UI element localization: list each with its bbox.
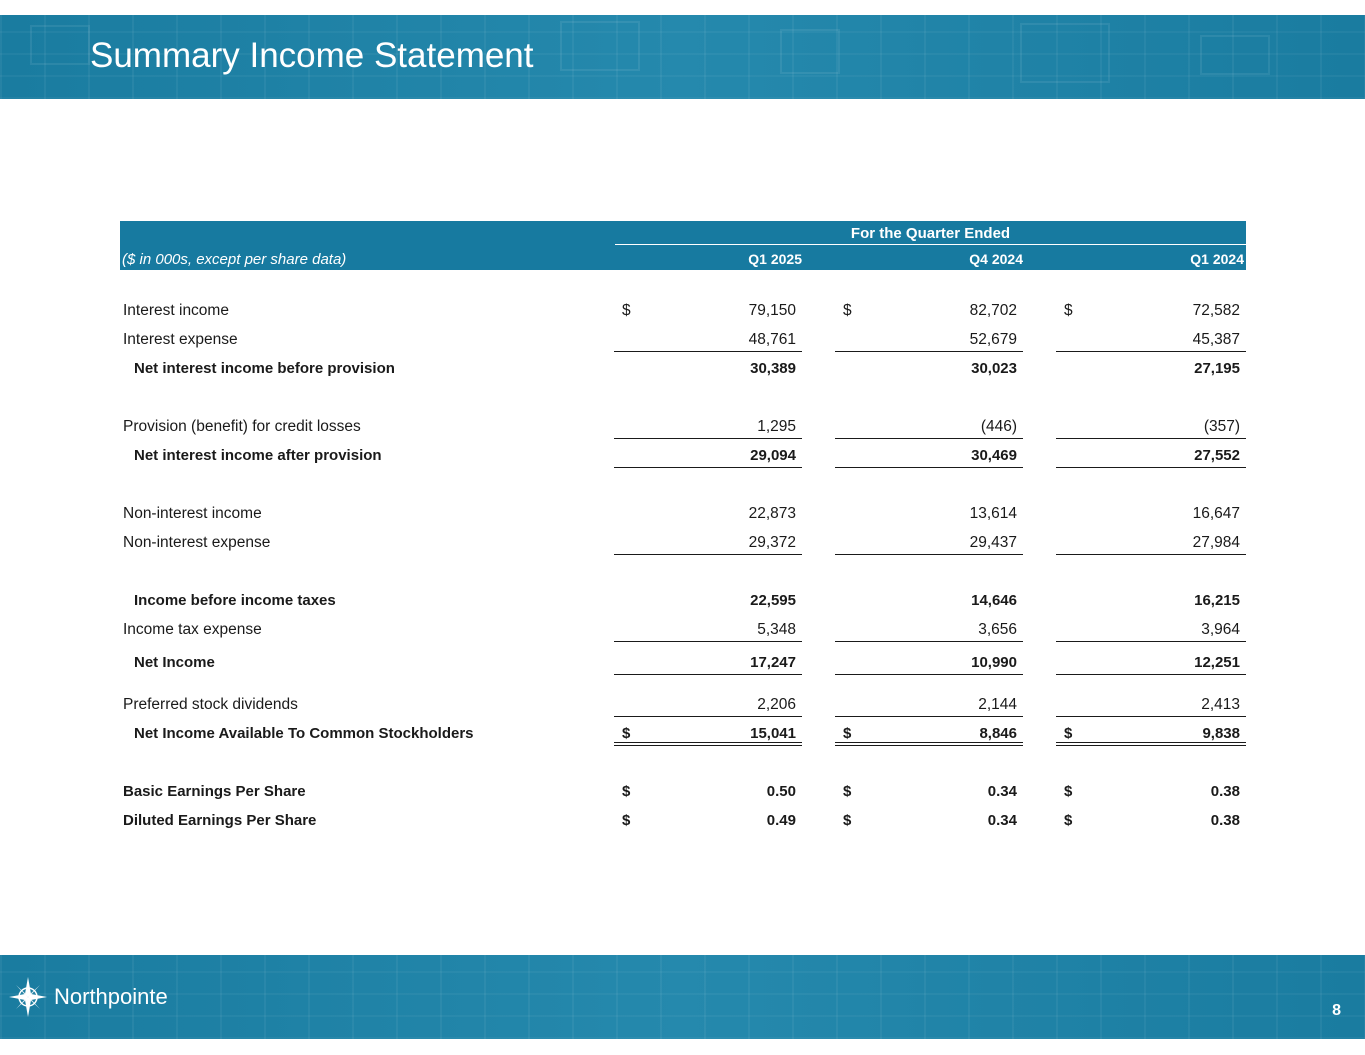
row-label: Net Income [134, 654, 215, 671]
table-row [120, 618, 1246, 642]
column-header-q1-2025: Q1 2025 [748, 251, 802, 267]
row-label: Provision (benefit) for credit losses [123, 418, 361, 435]
row-label: Net Income Available To Common Stockholders [134, 725, 474, 742]
cell-value: 52,679 [969, 331, 1017, 348]
table-row [120, 693, 1246, 717]
table-row [120, 299, 1246, 323]
cell-value: 14,646 [971, 592, 1017, 609]
cell-value: 2,144 [978, 696, 1017, 713]
cell-value: 0.50 [766, 783, 796, 800]
cell-value: 0.38 [1210, 783, 1240, 800]
cell-value: 27,195 [1194, 360, 1240, 377]
cell-value: 10,990 [971, 654, 1017, 671]
table-row [120, 415, 1246, 439]
currency-symbol: $ [1064, 725, 1073, 742]
cell-value: 30,469 [971, 447, 1017, 464]
cell-value: 0.49 [766, 812, 796, 829]
brand-name: Northpointe [54, 984, 168, 1009]
cell-value: 29,094 [750, 447, 796, 464]
brand-logo [8, 975, 168, 1019]
cell-value: (446) [980, 418, 1017, 435]
cell-value: 12,251 [1194, 654, 1240, 671]
cell-value: 0.34 [987, 783, 1017, 800]
table-row [120, 722, 1246, 746]
cell-value: 1,295 [757, 418, 796, 435]
cell-value: 2,206 [757, 696, 796, 713]
table-row [120, 780, 1246, 804]
table-row [120, 357, 1246, 381]
row-label: Interest expense [123, 331, 238, 348]
cell-value: 82,702 [969, 302, 1017, 319]
table-row [120, 531, 1246, 555]
table-row [120, 444, 1246, 468]
currency-symbol: $ [843, 812, 852, 829]
currency-symbol: $ [1064, 812, 1073, 829]
cell-value: 0.38 [1210, 812, 1240, 829]
cell-value: 16,647 [1192, 505, 1240, 522]
table-row [120, 328, 1246, 352]
column-group-header: For the Quarter Ended [615, 225, 1246, 245]
currency-symbol: $ [843, 725, 852, 742]
cell-value: 0.34 [987, 812, 1017, 829]
cell-value: 22,873 [748, 505, 796, 522]
row-label: Income tax expense [123, 621, 262, 638]
cell-value: 13,614 [969, 505, 1017, 522]
row-label: Net interest income after provision [134, 447, 382, 464]
compass-star-icon [8, 975, 48, 1019]
cell-value: 3,964 [1201, 621, 1240, 638]
cell-value: 48,761 [748, 331, 796, 348]
currency-symbol: $ [843, 302, 852, 319]
currency-symbol: $ [622, 302, 631, 319]
cell-value: (357) [1203, 418, 1240, 435]
cell-value: 27,552 [1194, 447, 1240, 464]
row-label: Non-interest income [123, 505, 262, 522]
cell-value: 17,247 [750, 654, 796, 671]
cell-value: 27,984 [1192, 534, 1240, 551]
table-header [120, 221, 1246, 270]
cell-value: 16,215 [1194, 592, 1240, 609]
row-label: Income before income taxes [134, 592, 336, 609]
table-row [120, 502, 1246, 526]
cell-value: 9,838 [1202, 725, 1240, 742]
row-label: Interest income [123, 302, 229, 319]
currency-symbol: $ [1064, 783, 1073, 800]
cell-value: 30,023 [971, 360, 1017, 377]
currency-symbol: $ [622, 725, 631, 742]
table-row [120, 589, 1246, 613]
column-header-q4-2024: Q4 2024 [969, 251, 1023, 267]
cell-value: 5,348 [757, 621, 796, 638]
currency-symbol: $ [622, 812, 631, 829]
cell-value: 45,387 [1192, 331, 1240, 348]
column-header-q1-2024: Q1 2024 [1190, 251, 1244, 267]
footer-band [0, 955, 1365, 1039]
table-row [120, 809, 1246, 833]
row-label: Net interest income before provision [134, 360, 395, 377]
units-label: ($ in 000s, except per share data) [122, 251, 347, 268]
row-label: Diluted Earnings Per Share [123, 812, 317, 829]
currency-symbol: $ [1064, 302, 1073, 319]
cell-value: 30,389 [750, 360, 796, 377]
cell-value: 79,150 [748, 302, 796, 319]
cell-value: 29,437 [969, 534, 1017, 551]
cell-value: 15,041 [750, 725, 796, 742]
cell-value: 22,595 [750, 592, 796, 609]
currency-symbol: $ [843, 783, 852, 800]
cell-value: 3,656 [978, 621, 1017, 638]
page-title: Summary Income Statement [90, 36, 534, 75]
row-label: Basic Earnings Per Share [123, 783, 306, 800]
cell-value: 2,413 [1201, 696, 1240, 713]
row-label: Non-interest expense [123, 534, 271, 551]
cell-value: 29,372 [748, 534, 796, 551]
table-row [120, 651, 1246, 675]
page-number: 8 [1332, 1002, 1341, 1019]
currency-symbol: $ [622, 783, 631, 800]
cell-value: 8,846 [979, 725, 1017, 742]
cell-value: 72,582 [1192, 302, 1240, 319]
row-label: Preferred stock dividends [123, 696, 298, 713]
